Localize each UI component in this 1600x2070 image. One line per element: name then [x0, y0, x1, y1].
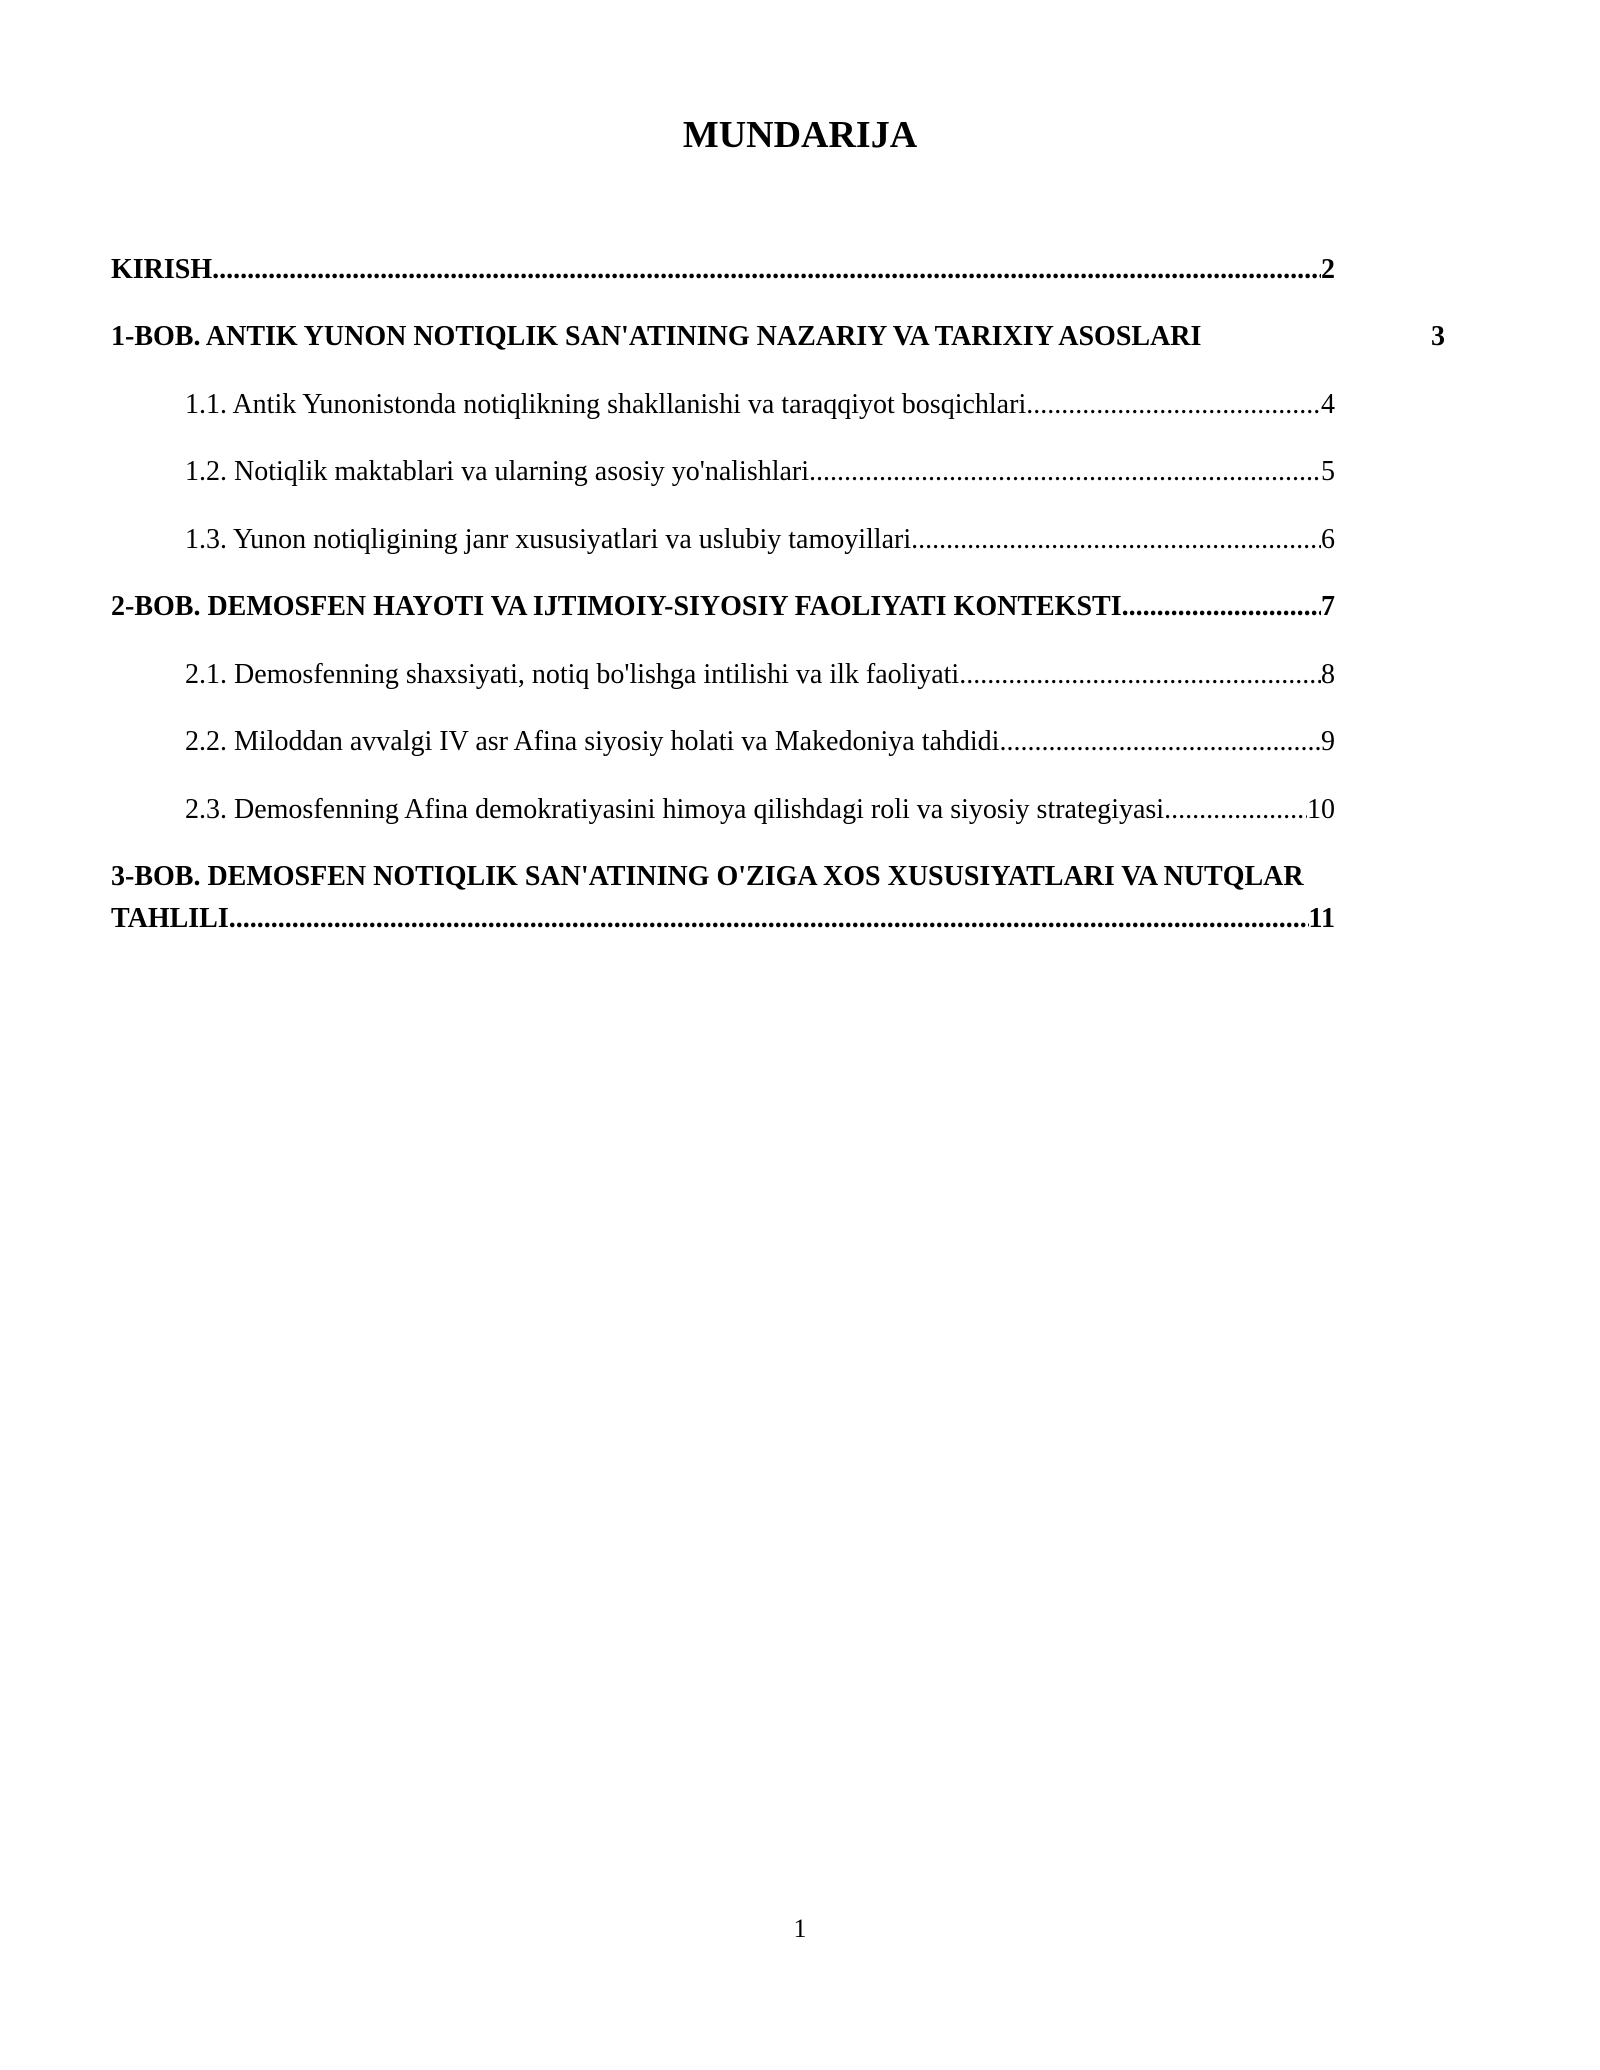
- toc-entry-section-2-2[interactable]: [185, 722, 1335, 762]
- toc-entry-chapter-3[interactable]: [111, 899, 1335, 939]
- toc-page-number: 9: [1321, 726, 1335, 757]
- toc-entry-section-2-3[interactable]: [185, 790, 1335, 830]
- toc-entry-label: 1-BOB. ANTIK YUNON NOTIQLIK SAN'ATINING NAZARIY VA TARIXIY ASOSLARI: [111, 321, 1202, 352]
- dot-leader: [1164, 790, 1307, 830]
- toc-page-number: 5: [1321, 456, 1335, 487]
- toc-entry-label: 2-BOB. DEMOSFEN HAYOTI VA IJTIMOIY-SIYOSIY FAOLIYATI KONTEKSTI: [111, 591, 1122, 622]
- toc-page-number: 3: [1431, 321, 1445, 352]
- toc-entry-label: 2.1. Demosfenning shaxsiyati, notiq bo'lishga intilishi va ilk faoliyati: [185, 659, 960, 690]
- dot-leader: [1122, 587, 1321, 627]
- toc-page-number: 2: [1321, 254, 1335, 285]
- page-footer-number: 1: [793, 1914, 807, 1943]
- toc-entry-label: KIRISH: [111, 254, 213, 285]
- toc-entry-label: 1.3. Yunon notiqligining janr xususiyatlari va uslubiy tamoyillari: [185, 524, 912, 555]
- toc-entry-label: 1.1. Antik Yunonistonda notiqlikning shakllanishi va taraqqiyot bosqichlari: [185, 389, 1027, 420]
- dot-leader: [809, 452, 1321, 492]
- dot-leader: [229, 899, 1309, 939]
- toc-page-number: 6: [1321, 524, 1335, 555]
- toc-page-number: 4: [1321, 389, 1335, 420]
- toc-entry-intro[interactable]: [111, 250, 1335, 290]
- dot-leader: [911, 520, 1321, 560]
- dot-leader: [1026, 385, 1321, 425]
- toc-entry-chapter-3-line-1[interactable]: 3-BOB. DEMOSFEN NOTIQLIK SAN'ATINING O'ZIGA XOS XUSUSIYATLARI VA NUTQLAR: [111, 861, 1304, 892]
- toc-page-number: 7: [1321, 591, 1335, 622]
- toc-entry-chapter-2[interactable]: [111, 587, 1335, 627]
- toc-entry-label: 2.2. Miloddan avvalgi IV asr Afina siyosiy holati va Makedoniya tahdidi: [185, 726, 1000, 757]
- dot-leader: [959, 655, 1321, 695]
- toc-entry-section-1-2[interactable]: [185, 452, 1335, 492]
- toc-entry-section-2-1[interactable]: [185, 655, 1335, 695]
- page-title: MUNDARIJA: [682, 114, 918, 156]
- toc-entry-label: TAHLILI: [111, 903, 229, 934]
- toc-entry-label: 2.3. Demosfenning Afina demokratiyasini himoya qilishdagi roli va siyosiy strategiyasi: [185, 794, 1165, 825]
- toc-entry-chapter-1[interactable]: [111, 317, 1451, 357]
- toc-entry-section-1-3[interactable]: [185, 520, 1335, 560]
- toc-entry-section-1-1[interactable]: [185, 385, 1335, 425]
- toc-page-number: 8: [1321, 659, 1335, 690]
- toc-page-number: 10: [1307, 794, 1335, 825]
- dot-leader: [999, 722, 1321, 762]
- toc-page-number: 11: [1308, 903, 1335, 934]
- toc-entry-label: 1.2. Notiqlik maktablari va ularning asosiy yo'nalishlari: [185, 456, 810, 487]
- dot-leader: [212, 250, 1321, 290]
